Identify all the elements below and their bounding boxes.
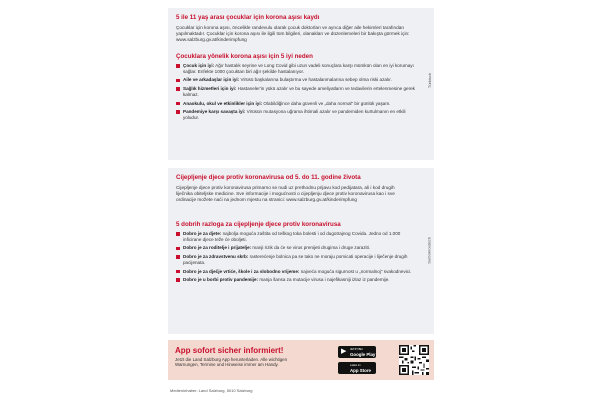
reason-item [176, 86, 416, 97]
bullet-square-icon [176, 232, 180, 236]
reason-text: rasterećenje bolnica pa se tako ne moraju pomicati operacije i liječenje drugih pacijenata. [183, 254, 408, 265]
reason-text: najbolja moguća zaštita od teškog toka bolesti i od dugotrajnog Covida. Jedno od 1.000 inficirane djece teže će oboljeti. [183, 231, 401, 242]
bullet-square-icon [176, 102, 180, 106]
reason-heading: Anaokulu, okul ve etkinlikler için iyi: [183, 100, 263, 106]
reason-item [176, 101, 416, 107]
croatian-language-label: Serbokroatisch [427, 237, 432, 264]
imprint-footer: Medieninhaber: Land Salzburg, 5010 Salzburg [170, 388, 253, 393]
bullet-square-icon [176, 270, 180, 274]
reason-item [176, 231, 416, 242]
reason-heading: Aile ve arkadaşlar için iyi: [183, 77, 240, 83]
reason-heading: Sağlık hizmetleri için iyi: [183, 86, 237, 92]
turkish-reasons-list [176, 63, 416, 124]
reason-text: Ağır hastalık seyrine ve Long Covid gibi uzun vadeli sonuçlara karşı mümkün olan en iyi korumayı sağlar. Enfekte 1000 çocuktan biri ağır şekilde hastalanıyor. [183, 63, 414, 74]
google-play-label: Google Play [350, 351, 376, 357]
reason-text: Virüsü başkalarına bulaştırma ve hastalanmalarına sebep olma riski azalır. [239, 77, 392, 83]
croatian-intro: Cijepljenje djece protiv koronavirusa primarno se nudi uz prethodnu prijavu kod pedijatara, ali i kod drugih liječnika obiteljske medicine. Sve informacije i mogućnosti o cijepljenju djece protiv koronavirusa kao i sve ordinacije možete naći na jednom mjestu na stranici: www.salzburg.gv.at/kinderimpfung [176, 185, 395, 202]
reason-text: najveća moguća sigurnost u „normalnoj" svakodnevici. [299, 268, 412, 274]
turkish-title: 5 ile 11 yaş arası çocuklar için korona aşısı kaydı [176, 14, 320, 21]
bullet-square-icon [176, 79, 180, 83]
app-store-small-label: Laden im [350, 364, 361, 367]
bullet-square-icon [176, 64, 180, 68]
reason-heading: Dobro je za roditelje i prijatelje: [183, 245, 252, 251]
croatian-title: Cijepljenje djece protiv koronavirusa od 5. do 11. godine života [176, 174, 361, 181]
reason-item [176, 245, 416, 251]
reason-text: manja šansa za mutacije virusa i najefikasniji izlaz iz pandemije. [258, 277, 390, 283]
bullet-square-icon [176, 87, 180, 91]
bullet-square-icon [176, 247, 180, 251]
turkish-intro: Çocuklar için korona aşısı, öncelikle randevulu olarak çocuk doktorları ve ayrıca diğer aile hekimleri tarafından yapılmaktadır. Çocuklar için korona aşısı ile ilgili tüm bilgileri, olanakları ve düzenlemeleri bir bakışta görmek için: www.salzburg.gv.at/kinderimpfung [176, 25, 410, 42]
reason-item [176, 63, 416, 74]
bullet-square-icon [176, 255, 180, 259]
reason-item [176, 269, 416, 275]
croatian-reasons-list [176, 231, 416, 286]
reason-text: Hastaneler'in yükü azalır ve bu sayede ameliyatların ve tedavilerin ertelenmesine gerek kalmaz. [183, 86, 415, 97]
reason-item [176, 277, 416, 283]
google-play-icon: ▶ [341, 348, 347, 355]
google-play-button[interactable] [338, 346, 376, 358]
app-banner-text: Jetzt die Land Salzburg App herunterladen. Alle wichtigen Warnungen, Termine und Hinweise immer am Handy. [175, 357, 288, 368]
app-store-label: App Store [350, 367, 371, 373]
reason-heading: Dobro je u borbi protiv pandemije: [183, 277, 259, 283]
turkish-reasons-title: Çocuklara yönelik korona aşısı için 5 iyi neden [176, 53, 313, 60]
croatian-section [168, 168, 434, 334]
reason-item [176, 109, 416, 120]
turkish-language-label: Türkisch [427, 73, 432, 89]
app-banner [168, 340, 434, 380]
app-banner-title: App sofort sicher informiert! [175, 346, 284, 355]
reason-item [176, 254, 416, 265]
app-store-button[interactable] [338, 362, 376, 374]
reason-heading: Dobro je za dječje vrtiće, škole i za slobodno vrijeme: [183, 268, 300, 274]
reason-item [176, 77, 416, 83]
bullet-square-icon [176, 278, 180, 282]
reason-text: Olabildiğince daha güvenli ve „daha normal" bir günlük yaşam. [262, 100, 391, 106]
qr-code-icon[interactable] [399, 345, 429, 375]
reason-heading: Pandemiye karşı savaşta iyi: [183, 109, 246, 115]
flyer-page [160, 0, 442, 400]
croatian-reasons-title: 5 dobrih razloga za cijepljenje djece protiv koronavirusa [176, 221, 341, 228]
google-play-small-label: JETZT BEI [350, 348, 363, 351]
reason-heading: Çocuk için iyi: [183, 63, 215, 68]
reason-heading: Dobro je za djete: [183, 231, 222, 236]
reason-text: manji rizik da će se virus prenijeti drugima i druge zaraziti. [251, 245, 371, 251]
turkish-section [168, 8, 434, 160]
reason-heading: Dobro je za zdravstvenu skrb: [183, 254, 249, 260]
bullet-square-icon [176, 110, 180, 114]
reason-text: Virüsün mutasyona uğrama ihtimali azalır ve pandemiden kurtulmanın en etkili yoludur. [183, 109, 406, 120]
